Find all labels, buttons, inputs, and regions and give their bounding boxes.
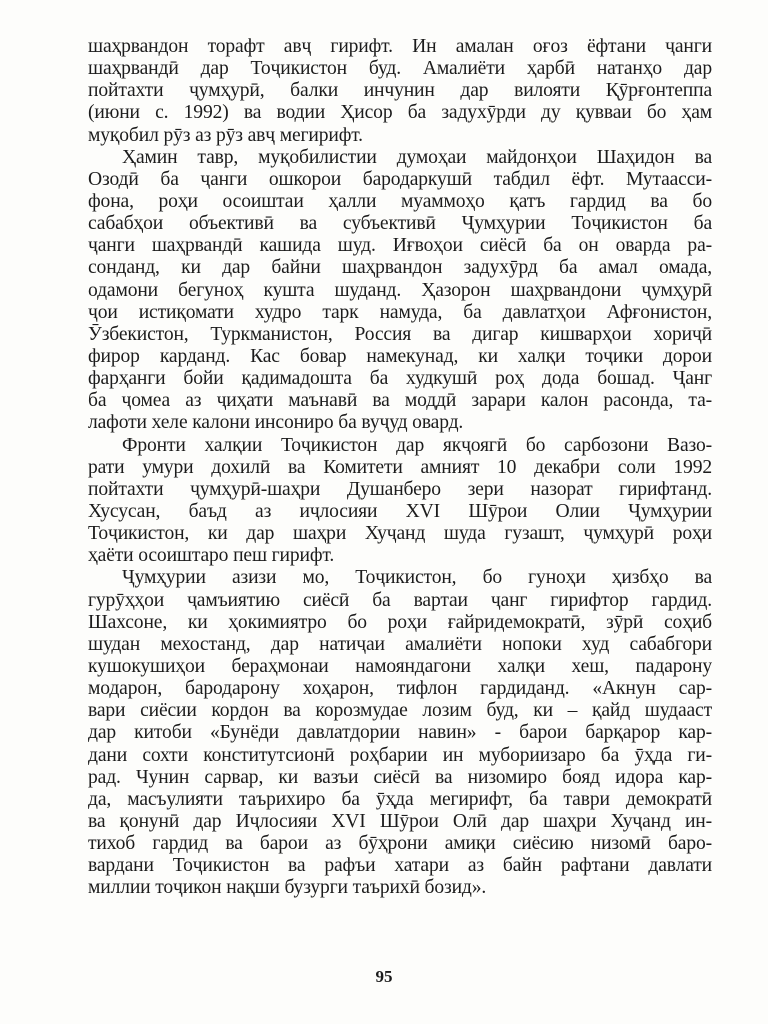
- text-line: Тоҷикистон, ки дар шаҳри Хуҷанд шуда гузашт, ҷумҳурӣ роҳи: [88, 523, 712, 545]
- text-line: шаҳрвандон торафт авҷ гирифт. Ин амалан оғоз ёфтани ҷанги: [88, 36, 712, 57]
- text-line: фарҳанги бойи қадимадошта ба худкушӣ роҳ дода бошад. Ҷанг: [88, 368, 712, 390]
- text-line: одамони бегуноҳ кушта шуданд. Ҳазорон шаҳрвандони ҷумҳурӣ: [88, 279, 712, 301]
- text-line: рати умури дохилӣ ва Комитети амният 10 декабри соли 1992: [88, 456, 712, 478]
- text-line: Ҷумҳурии азизи мо, Тоҷикистон, бо гуноҳи ҳизбҳо ва: [122, 567, 712, 589]
- body-text: [88, 36, 712, 899]
- text-line: да, масъулияти таърихиро ба ӯҳда мегирифт, ба таври демократӣ: [88, 788, 712, 810]
- paragraph-3: [88, 435, 712, 568]
- text-line: дар китоби «Бунёди давлатдории навин» - барои барқарор кар-: [88, 722, 712, 744]
- text-line: ҷанги шаҳрвандӣ кашида шуд. Иғвоҳои сиёсӣ ба он оварда ра-: [88, 235, 712, 257]
- text-line: ҷои истиқомати худро тарк намуда, ба давлатҳои Афғонистон,: [88, 301, 712, 323]
- text-line: сонданд, ки дар байни шаҳрвандон задухӯрд ба амал омада,: [88, 257, 712, 279]
- text-line: (июни с. 1992) ва водии Ҳисор ба задухӯрди ду қувваи бо ҳам: [88, 102, 712, 124]
- text-line: рад. Чунин сарвар, ки вазъи сиёсӣ ва низомиро бояд идора кар-: [88, 766, 712, 788]
- text-line: фона, роҳи осоиштаи ҳалли муаммоҳо қатъ гардид ва бо: [88, 190, 712, 212]
- text-line: Хусусан, баъд аз иҷлосияи XVI Шӯрои Олии Ҷумҳурии: [88, 500, 712, 522]
- text-line: модарон, бародарону хоҳарон, тифлон гардиданд. «Акнун сар-: [88, 678, 712, 700]
- text-line: сабабҳои объективӣ ва субъективӣ Ҷумҳурии Тоҷикистон ба: [88, 213, 712, 235]
- text-line: гурӯҳҳои ҷамъиятию сиёсӣ ба вартаи ҷанг гирифтор гардид.: [88, 589, 712, 611]
- text-line: Шахсоне, ки ҳокимиятро бо роҳи ғайридемократӣ, зӯрӣ соҳиб: [88, 611, 712, 633]
- text-line: Ҳамин тавр, муқобилистии думоҳаи майдонҳои Шаҳидон ва: [122, 146, 712, 168]
- text-line: шаҳрвандӣ дар Тоҷикистон буд. Амалиёти ҳарбӣ натанҳо дар: [88, 58, 712, 80]
- text-line: Ӯзбекистон, Туркманистон, Россия ва дигар кишварҳои хориҷӣ: [88, 323, 712, 345]
- text-line: вари сиёсии кордон ва корозмудае лозим буд, ки – қайд шудааст: [88, 700, 712, 722]
- text-line: лафоти хеле калони инсониро ба вуҷуд овард.: [88, 412, 464, 434]
- text-line: тихоб гардид ва барои аз бӯҳрони амиқи сиёсию низомӣ баро-: [88, 833, 712, 855]
- text-line: миллии тоҷикон нақши бузурги таърихӣ бозид».: [88, 877, 487, 899]
- paragraph-1: [88, 36, 712, 147]
- text-line: Озодӣ ба ҷанги ошкорои бародаркушӣ табдил ёфт. Мутаасси-: [88, 168, 712, 190]
- text-line: муқобил рӯз аз рӯз авҷ мегирифт.: [88, 124, 363, 146]
- paragraph-4: [88, 567, 712, 899]
- text-line: ҳаёти осоиштаро пеш гирифт.: [88, 545, 335, 567]
- text-line: пойтахти ҷумҳурӣ, балки инчунин дар вилояти Қӯрғонтеппа: [88, 80, 712, 102]
- text-line: вардани Тоҷикистон ва рафъи хатари аз байн рафтани давлати: [88, 855, 712, 877]
- text-line: дани сохти конститутсионӣ роҳбарии ин мубориизаро ба ӯҳда ги-: [88, 744, 712, 766]
- text-line: фирор карданд. Кас бовар намекунад, ки халқи тоҷики дорои: [88, 345, 712, 367]
- paragraph-2: [88, 147, 712, 435]
- text-line: ва қонунӣ дар Иҷлосияи XVI Шӯрои Олӣ дар шаҳри Хуҷанд ин-: [88, 810, 712, 832]
- text-line: пойтахти ҷумҳурӣ-шаҳри Душанберо зери назорат гирифтанд.: [88, 478, 712, 500]
- text-line: ба ҷомеа аз ҷиҳати маънавӣ ва моддӣ зарари калон расонда, та-: [88, 390, 712, 412]
- text-line: шудан мехостанд, дар натиҷаи амалиёти нопоки худ сабабгори: [88, 633, 712, 655]
- text-line: кушокушиҳои бераҳмонаи намояндагони халқи хеш, падарону: [88, 655, 712, 677]
- page-number: 95: [375, 967, 393, 986]
- text-line: Фронти халқии Тоҷикистон дар якҷоягӣ бо сарбозони Вазо-: [122, 434, 712, 456]
